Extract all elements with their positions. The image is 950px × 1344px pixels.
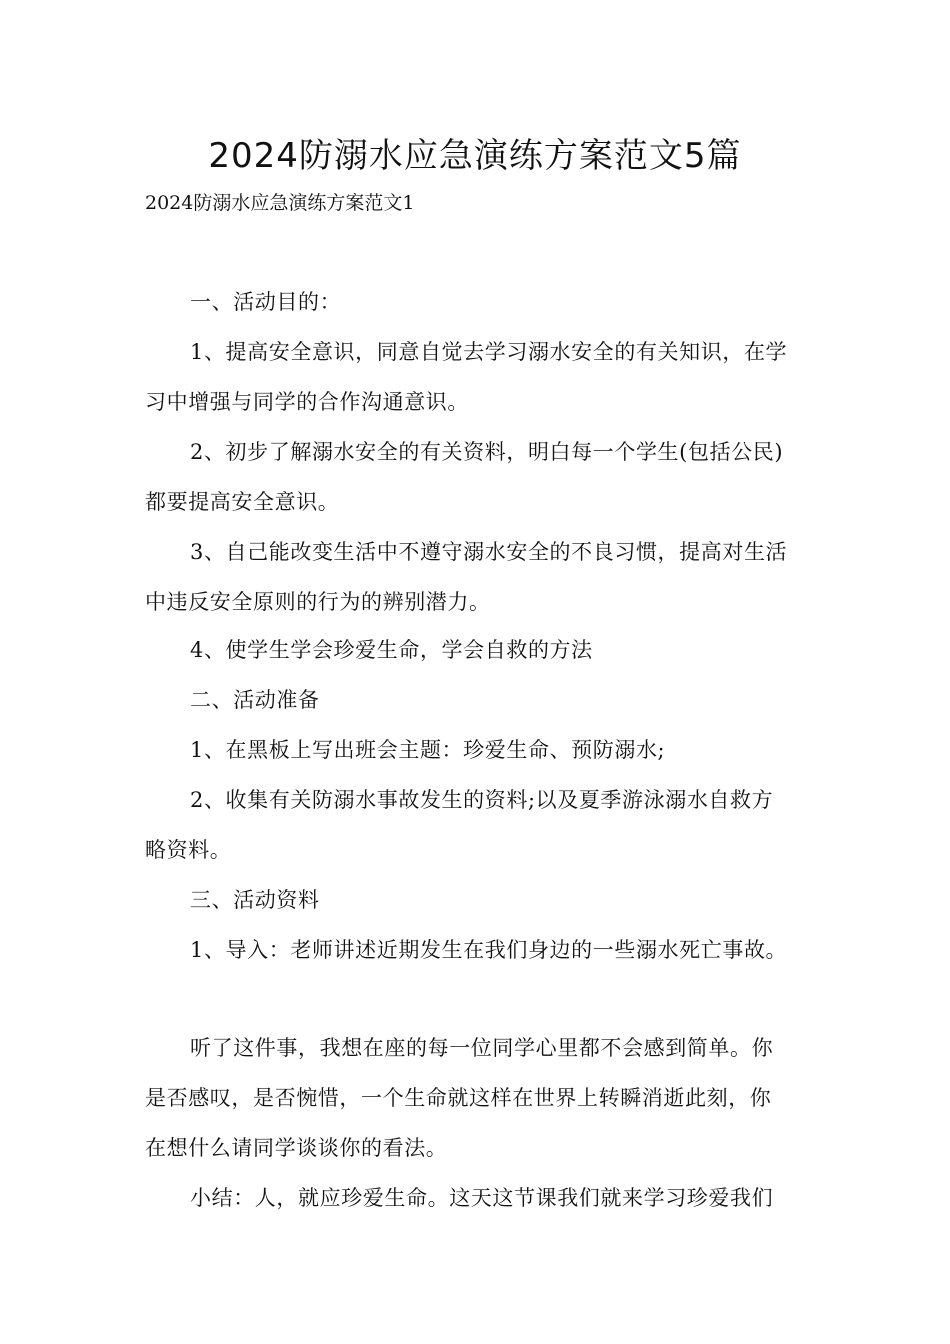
paragraph-line: 小结：人，就应珍爱生命。这天这节课我们就来学习珍爱我们 [190,1186,774,1210]
paragraph-line: 在想什么请同学谈谈你的看法。 [145,1136,448,1160]
paragraph-line: 都要提高安全意识。 [145,490,340,514]
paragraph-line: 略资料。 [145,838,232,862]
paragraph-line: 习中增强与同学的合作沟通意识。 [145,390,469,414]
section-heading-purpose: 一、活动目的： [190,290,342,314]
paragraph-line: 2、初步了解溺水安全的有关资料，明白每一个学生(包括公民) [190,440,784,464]
paragraph-line: 2、收集有关防溺水事故发生的资料;以及夏季游泳溺水自救方 [190,788,774,812]
section-heading-preparation: 二、活动准备 [190,688,320,712]
section-heading-materials: 三、活动资料 [190,888,320,912]
document-title: 2024防溺水应急演练方案范文5篇 [208,136,742,176]
paragraph-line: 1、提高安全意识，同意自觉去学习溺水安全的有关知识，在学 [190,340,788,364]
document-subtitle: 2024防溺水应急演练方案范文1 [145,192,415,214]
paragraph-line: 1、导入：老师讲述近期发生在我们身边的一些溺水死亡事故。 [190,938,788,962]
paragraph-line: 4、使学生学会珍爱生命，学会自救的方法 [190,638,593,662]
paragraph-line: 1、在黑板上写出班会主题：珍爱生命、预防溺水; [190,738,666,762]
paragraph-line: 3、自己能改变生活中不遵守溺水安全的不良习惯，提高对生活 [190,540,788,564]
paragraph-line: 中违反安全原则的行为的辨别潜力。 [145,590,491,614]
paragraph-line: 听了这件事，我想在座的每一位同学心里都不会感到简单。你 [190,1036,774,1060]
paragraph-line: 是否感叹，是否惋惜，一个生命就这样在世界上转瞬消逝此刻，你 [145,1086,772,1110]
